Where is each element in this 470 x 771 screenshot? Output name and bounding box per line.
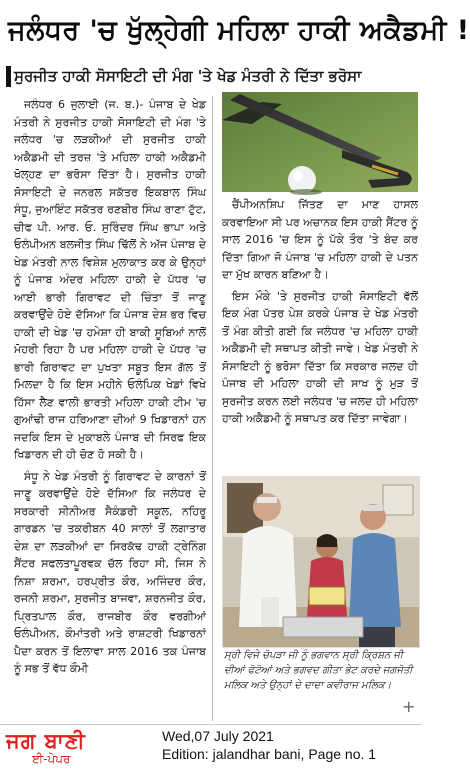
hockey-stick-ball-image [222,92,418,192]
logo-main-text: ਜਗ ਬਾਣੀ [6,728,86,753]
article-headline: ਜਲੰਧਰ 'ਚ ਖੁੱਲ੍ਹੇਗੀ ਮਹਿਲਾ ਹਾਕੀ ਅਕੈਡਮੀ ! [8,15,470,46]
hockey-photo [222,92,418,192]
subheadline-marker [6,66,11,87]
photo-caption: ਸ੍ਰੀ ਵਿਜੇ ਚੋਪੜਾ ਜੀ ਨੂੰ ਭਗਵਾਨ ਸ੍ਰੀ ਕ੍ਰਿਸ਼ਨ ਜੀ ਦੀਆਂ ਫੋਟੋਆਂ ਅਤੇ ਭਗਵਦ ਗੀਤਾ ਭੇਟ ਕਰਦੇ ਜਗਜੋਤੀ ਮਲਿਕ ਅਤੇ ਉਨ੍ਹਾਂ ਦੇ ਦਾਦਾ ਕਵੀਰਾਜ ਮਲਿਕ। [224,650,413,691]
plus-icon[interactable]: + [402,697,416,716]
jagbani-logo[interactable] [6,730,156,768]
article-paragraph: ਜਲੰਧਰ 6 ਜੁਲਾਈ (ਜ. ਬ.)- ਪੰਜਾਬ ਦੇ ਖੇਡ ਮੰਤਰੀ ਨੇ ਸੁਰਜੀਤ ਹਾਕੀ ਸੋਸਾਇਟੀ ਦੀ ਮੰਗ 'ਤੇ ਜਲੰਧਰ 'ਚ ਲੜਕੀਆਂ ਦੀ ਸੁਰਜੀਤ ਹਾਕੀ ਅਕੈਡਮੀ ਦੀ ਤਰਜ਼ 'ਤੇ ਮਹਿਲਾ ਹਾਕੀ ਅਕੈਡਮੀ ਖੋਲ੍ਹਣ ਦਾ ਭਰੋਸਾ ਦਿੱਤਾ ਹੈ। ਸੁਰਜੀਤ ਹਾਕੀ ਸੋਸਾਇਟੀ ਦੇ ਜਨਰਲ ਸਕੱਤਰ ਇਕਬਾਲ ਸਿੰਘ ਸੰਧੂ, ਜੁਆਇੰਟ ਸਕੱਤਰ ਰਣਬੀਰ ਸਿੰਘ ਰਾਣਾ ਟੁੱਟ, ਚੀਫ ਪੀ. ਆਰ. ਓ. ਸੁਰਿੰਦਰ ਸਿੰਘ ਭਾਪਾ ਅਤੇ ਓਲੰਪੀਅਨ ਬਲਜੀਤ ਸਿੰਘ ਢਿੱਲੋਂ ਨੇ ਅੱਜ ਪੰਜਾਬ ਦੇ ਖੇਡ ਮੰਤਰੀ ਨਾਲ ਵਿਸ਼ੇਸ਼ ਮੁਲਾਕਾਤ ਕਰ ਕੇ ਉਨ੍ਹਾਂ ਨੂੰ ਪੰਜਾਬ ਅੰਦਰ ਮਹਿਲਾ ਹਾਕੀ ਦੇ ਪੱਧਰ 'ਚ ਆਈ ਭਾਰੀ ਗਿਰਾਵਟ ਦੀ ਚਿੰਤਾ ਤੋਂ ਜਾਣੂ ਕਰਵਾਉਂਦੇ ਹੋਏ ਦੱਸਿਆ ਕਿ ਪੰਜਾਬ ਦੇਸ਼ ਭਰ ਵਿਚ ਹਾਕੀ ਦੀ ਖੇਡ 'ਚ ਹਮੇਸ਼ਾ ਹੀ ਬਾਕੀ ਸੂਬਿਆਂ ਨਾਲੋਂ ਮੋਹਰੀ ਰਿਹਾ ਹੈ ਪਰ ਮਹਿਲਾ ਹਾਕੀ ਦੇ ਪੱਧਰ 'ਚ ਭਾਰੀ ਗਿਰਾਵਟ ਦਾ ਪੁਖਤਾ ਸਬੂਤ ਇਸ ਗੱਲ ਤੋਂ ਮਿਲਦਾ ਹੈ ਕਿ ਇਸ ਮਹੀਨੇ ਓਲੰਪਿਕ ਖੇਡਾਂ ਵਿਖੇ ਹਿੱਸਾ ਲੈਣ ਵਾਲੀ ਭਾਰਤੀ ਮਹਿਲਾ ਹਾਕੀ ਟੀਮ 'ਚ ਗੁਆਂਢੀ ਰਾਜ ਹਰਿਆਣਾ ਦੀਆਂ 9 ਖਿਡਾਰਨਾਂ ਹਨ ਜਦਕਿ ਇਸ ਦੇ ਮੁਕਾਬਲੇ ਪੰਜਾਬ ਦੀ ਸਿਰਫ ਇਕ ਖਿਡਾਰਨ ਦੀ ਹੀ ਚੋਣ ਹੋ ਸਕੀ ਹੈ। [14,98,206,461]
column-divider [212,96,213,721]
group-photo [222,476,420,648]
people-photo-image [223,477,419,647]
edition-info: Edition: jalandhar bani, Page no. 1 [162,746,377,762]
article-paragraph: ਇਸ ਮੌਕੇ 'ਤੇ ਸੁਰਜੀਤ ਹਾਕੀ ਸੋਸਾਇਟੀ ਵੱਲੋਂ ਇਕ ਮੰਗ ਪੱਤਰ ਪੇਸ਼ ਕਰਕੇ ਪੰਜਾਬ ਦੇ ਖੇਡ ਮੰਤਰੀ ਤੋਂ ਮੰਗ ਕੀਤੀ ਗਈ ਕਿ ਜਲੰਧਰ 'ਚ ਮਹਿਲਾ ਹਾਕੀ ਅਕੈਡਮੀ ਦੀ ਸਥਾਪਤ ਕੀਤੀ ਜਾਵੇ। ਖੇਡ ਮੰਤਰੀ ਨੇ ਸੋਸਾਇਟੀ ਨੂੰ ਭਰੋਸਾ ਦਿੱਤਾ ਕਿ ਸਰਕਾਰ ਜਲਦ ਹੀ ਪੰਜਾਬ ਦੀ ਮਹਿਲਾ ਹਾਕੀ ਦੀ ਸਾਖ ਨੂੰ ਮੁੜ ਤੋਂ ਸੁਰਜੀਤ ਕਰਨ ਲਈ ਜਲੰਧਰ 'ਚ ਜਲਦ ਹੀ ਮਹਿਲਾ ਹਾਕੀ ਅਕੈਡਮੀ ਨੂੰ ਸਥਾਪਤ ਕਰ ਦਿੱਤਾ ਜਾਵੇਗਾ। [222,289,418,425]
article-column-left [14,96,206,716]
article-paragraph: ਚੈਂਪੀਅਨਸ਼ਿਪ ਜਿੱਤਣ ਦਾ ਮਾਣ ਹਾਸਲ ਕਰਵਾਇਆ ਸੀ ਪਰ ਅਚਾਨਕ ਇਸ ਹਾਕੀ ਸੈਂਟਰ ਨੂੰ ਸਾਲ 2016 'ਚ ਇਸ ਨੂੰ ਪੱਕੇ ਤੌਰ 'ਤੇ ਬੰਦ ਕਰ ਦਿੱਤਾ ਗਿਆ ਜੋ ਪੰਜਾਬ 'ਚ ਮਹਿਲਾ ਹਾਕੀ ਦੇ ਪਤਨ ਦਾ ਮੁੱਖ ਕਾਰਨ ਬਣਿਆ ਹੈ। [222,198,418,281]
article-paragraph: ਸੰਧੂ ਨੇ ਖੇਡ ਮੰਤਰੀ ਨੂੰ ਗਿਰਾਵਟ ਦੇ ਕਾਰਨਾਂ ਤੋਂ ਜਾਣੂ ਕਰਵਾਉਂਦੇ ਹੋਏ ਦੱਸਿਆ ਕਿ ਜਲੰਧਰ ਦੇ ਸਰਕਾਰੀ ਸੀਨੀਅਰ ਸੈਕੰਡਰੀ ਸਕੂਲ, ਨਹਿਰੂ ਗਾਰਡਨ 'ਚ ਤਕਰੀਬਨ 40 ਸਾਲਾਂ ਤੋਂ ਲਗਾਤਾਰ ਦੇਸ਼ ਦਾ ਲੜਕੀਆਂ ਦਾ ਸਿਰਕੱਢ ਹਾਕੀ ਟ੍ਰੇਨਿੰਗ ਸੈਂਟਰ ਸਫਲਤਾਪੂਰਵਕ ਚੱਲ ਰਿਹਾ ਸੀ, ਜਿਸ ਨੇ ਨਿਸ਼ਾ ਸ਼ਰਮਾ, ਹਰਪ੍ਰੀਤ ਕੌਰ, ਅਜਿੰਦਰ ਕੌਰ, ਰਜਨੀ ਸ਼ਰਮਾ, ਸੁਰਜੀਤ ਬਾਜਵਾ, ਸ਼ਰਨਜੀਤ ਕੌਰ, ਪ੍ਰਿਤਪਾਲ ਕੌਰ, ਰਾਜਬੀਰ ਕੌਰ ਵਰਗੀਆਂ ਓਲੰਪੀਅਨ, ਕੌਮਾਂਤਰੀ ਅਤੇ ਰਾਸ਼ਟਰੀ ਖਿਡਾਰਨਾਂ ਪੈਦਾ ਕਰਨ ਤੋਂ ਇਲਾਵਾ ਸਾਲ 2016 ਤਕ ਪੰਜਾਬ ਨੂੰ ਸਭ ਤੋਂ ਵੱਧ ਕੌਮੀ [14,469,206,675]
article-subheadline: ਸੁਰਜੀਤ ਹਾਕੀ ਸੋਸਾਇਟੀ ਦੀ ਮੰਗ 'ਤੇ ਖੇਡ ਮੰਤਰੀ ਨੇ ਦਿੱਤਾ ਭਰੋਸਾ [14,67,362,85]
edition-date: Wed,07 July 2021 [162,728,274,744]
article-column-right [222,196,418,468]
logo-sub-text: ਈ-ਪੇਪਰ [32,752,71,766]
